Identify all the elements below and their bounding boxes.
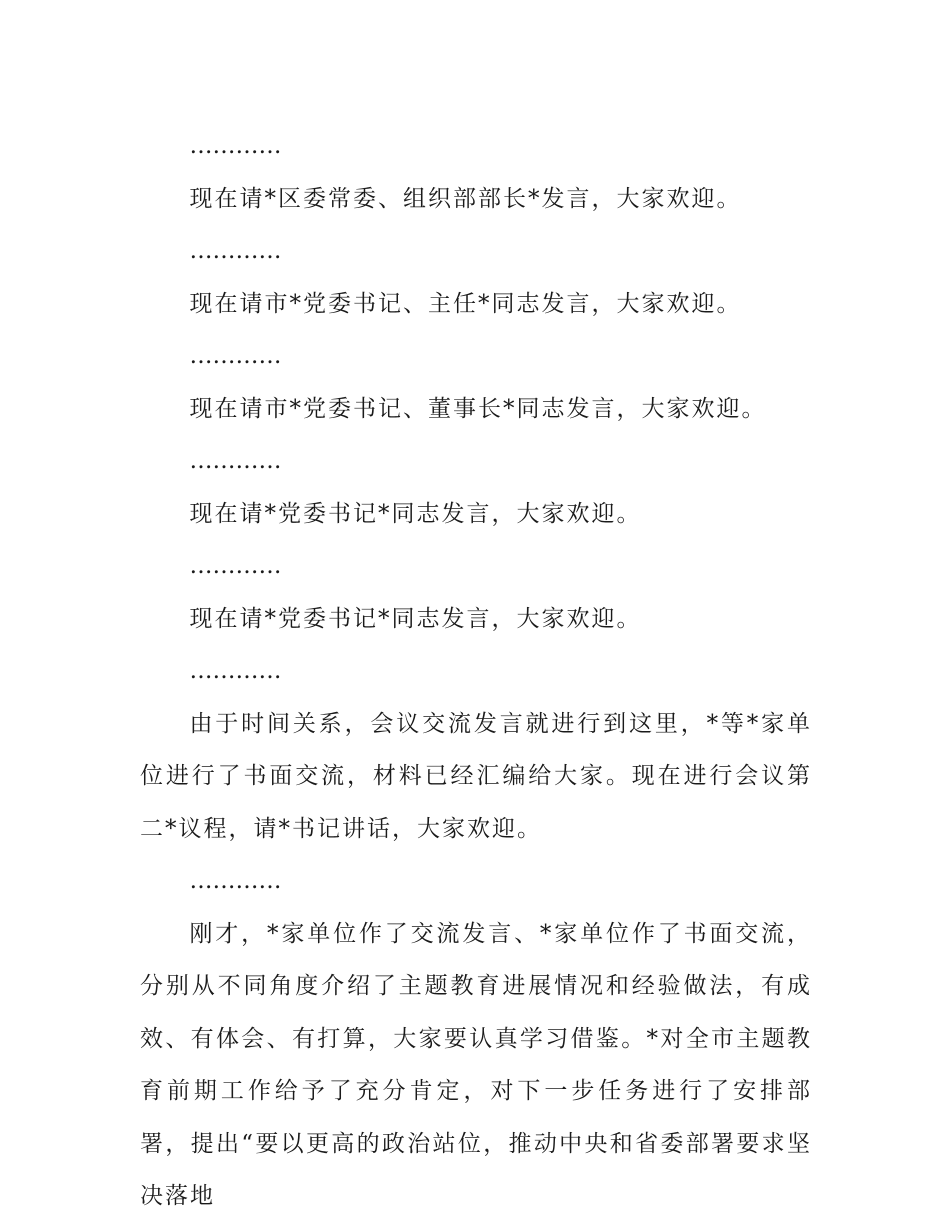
- paragraph: 由于时间关系，会议交流发言就进行到这里，*等*家单位进行了书面交流，材料已经汇编给大家。现在进行会议第二*议程，请*书记讲话，大家欢迎。: [140, 710, 812, 842]
- ellipsis-line: …………: [189, 553, 282, 579]
- paragraph: 现在请*党委书记*同志发言，大家欢迎。: [189, 500, 642, 527]
- paragraph: 现在请*党委书记*同志发言，大家欢迎。: [189, 605, 642, 632]
- document-body: [140, 120, 812, 1223]
- ellipsis-line: …………: [189, 343, 282, 369]
- paragraph: 现在请市*党委书记、主任*同志发言，大家欢迎。: [189, 290, 742, 317]
- ellipsis-line: …………: [189, 868, 282, 894]
- ellipsis-line: …………: [189, 238, 282, 264]
- ellipsis-line: …………: [189, 448, 282, 474]
- ellipsis-line: …………: [189, 658, 282, 684]
- paragraph: 现在请*区委常委、组织部部长*发言，大家欢迎。: [189, 185, 742, 212]
- ellipsis-line: …………: [189, 133, 282, 159]
- paragraph: 刚才，*家单位作了交流发言、*家单位作了书面交流，分别从不同角度介绍了主题教育进展情况和经验做法，有成效、有体会、有打算，大家要认真学习借鉴。*对全市主题教育前期工作给予了充分肯定，对下一步任务进行了安排部署，提出“要以更高的政治站位，推动中央和省委部署要求坚决落地: [140, 920, 812, 1209]
- paragraph: 现在请市*党委书记、董事长*同志发言，大家欢迎。: [189, 395, 767, 422]
